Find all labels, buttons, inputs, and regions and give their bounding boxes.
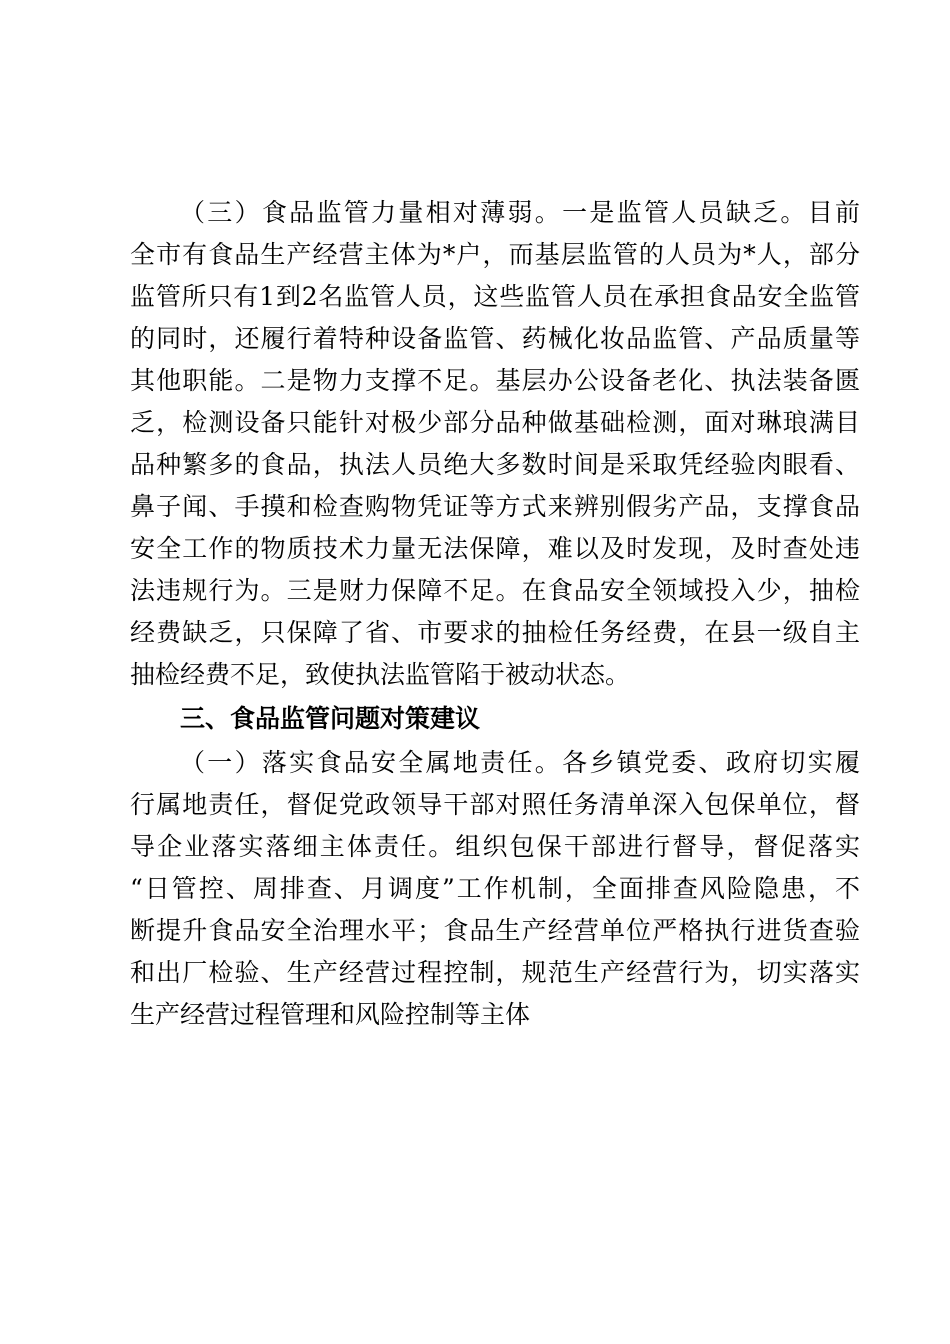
paragraph-line: （三）食品监管力量相对薄弱。一是监管人员缺乏。目前 [180, 198, 860, 227]
paragraph-line: 其他职能。二是物力支撑不足。基层办公设备老化、执法装备匮 [130, 366, 860, 395]
paragraph-line: 法违规行为。三是财力保障不足。在食品安全领域投入少，抽检 [130, 576, 860, 605]
paragraph-line: “日管控、周排查、月调度”工作机制，全面排查风险隐患，不 [130, 874, 860, 903]
paragraph-line: 全市有食品生产经营主体为*户，而基层监管的人员为*人，部分 [130, 240, 860, 269]
paragraph-line: 安全工作的物质技术力量无法保障，难以及时发现，及时查处违 [130, 534, 860, 563]
paragraph-line: 行属地责任，督促党政领导干部对照任务清单深入包保单位，督 [130, 790, 860, 819]
section-heading: 三、食品监管问题对策建议 [180, 704, 481, 733]
paragraph-line: （一）落实食品安全属地责任。各乡镇党委、政府切实履 [180, 748, 860, 777]
paragraph-line: 监管所只有1到2名监管人员，这些监管人员在承担食品安全监管 [130, 282, 860, 311]
paragraph-line: 乏，检测设备只能针对极少部分品种做基础检测，面对琳琅满目 [130, 408, 860, 437]
paragraph-line: 和出厂检验、生产经营过程控制，规范生产经营行为，切实落实 [130, 958, 860, 987]
paragraph-line: 的同时，还履行着特种设备监管、药械化妆品监管、产品质量等 [130, 324, 860, 353]
paragraph-line: 抽检经费不足，致使执法监管陷于被动状态。 [130, 660, 631, 689]
paragraph-line: 品种繁多的食品，执法人员绝大多数时间是采取凭经验肉眼看、 [130, 450, 860, 479]
paragraph-line: 生产经营过程管理和风险控制等主体 [130, 1000, 531, 1029]
paragraph-line: 经费缺乏，只保障了省、市要求的抽检任务经费，在县一级自主 [130, 618, 860, 647]
paragraph-line: 鼻子闻、手摸和检查购物凭证等方式来辨别假劣产品，支撑食品 [130, 492, 860, 521]
paragraph-line: 导企业落实落细主体责任。组织包保干部进行督导，督促落实 [130, 832, 860, 861]
paragraph-line: 断提升食品安全治理水平；食品生产经营单位严格执行进货查验 [130, 916, 860, 945]
